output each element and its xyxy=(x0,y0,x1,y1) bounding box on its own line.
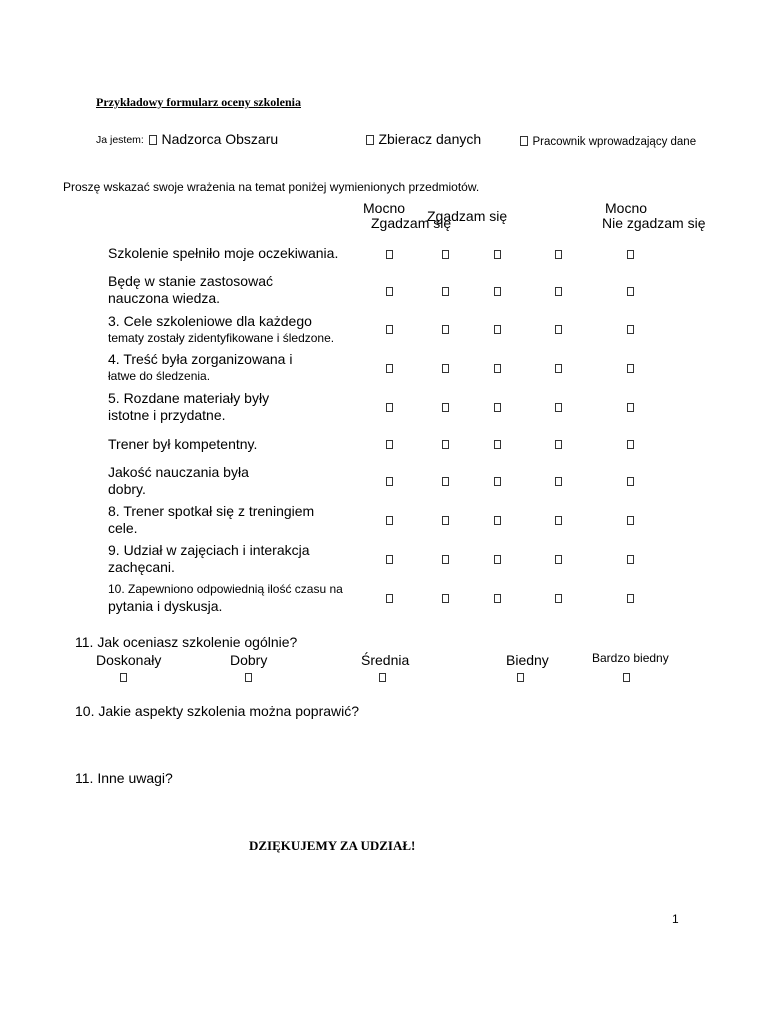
statement-1: Szkolenie spełniło moje oczekiwania. xyxy=(108,245,339,261)
overall-checkbox-average[interactable] xyxy=(379,673,386,682)
rating-checkbox[interactable] xyxy=(442,440,449,449)
page-number: 1 xyxy=(672,912,679,926)
overall-checkbox-very-poor[interactable] xyxy=(623,673,630,682)
rating-checkbox[interactable] xyxy=(386,250,393,259)
rating-checkbox[interactable] xyxy=(494,403,501,412)
role-label: Ja jestem: xyxy=(96,134,144,146)
statement-6: Trener był kompetentny. xyxy=(108,436,258,452)
rating-checkbox[interactable] xyxy=(555,516,562,525)
rating-checkbox[interactable] xyxy=(555,325,562,334)
rating-checkbox[interactable] xyxy=(386,516,393,525)
statement-9: 9. Udział w zajęciach i interakcja zachęcani. xyxy=(108,542,310,575)
statement-5: 5. Rozdane materiały były istotne i przydatne. xyxy=(108,390,270,423)
rating-checkbox[interactable] xyxy=(494,325,501,334)
improve-question: 10. Jakie aspekty szkolenia można poprawić? xyxy=(75,703,360,719)
rating-checkbox[interactable] xyxy=(494,287,501,296)
rating-checkbox[interactable] xyxy=(627,325,634,334)
rating-checkbox[interactable] xyxy=(494,477,501,486)
statement-4: 4. Treść była zorganizowana i łatwe do śledzenia. xyxy=(108,351,293,383)
rating-checkbox[interactable] xyxy=(442,477,449,486)
checkbox[interactable] xyxy=(366,135,374,145)
rating-checkbox[interactable] xyxy=(386,555,393,564)
rating-checkbox[interactable] xyxy=(386,440,393,449)
role-option-data-entry[interactable] xyxy=(520,132,696,150)
overall-checkbox-good[interactable] xyxy=(245,673,252,682)
other-question: 11. Inne uwagi? xyxy=(75,770,173,786)
statement-7: Jakość nauczania była dobry. xyxy=(108,464,249,497)
rating-checkbox[interactable] xyxy=(627,403,634,412)
role-option-label: Pracownik wprowadzający dane xyxy=(532,136,697,148)
rating-checkbox[interactable] xyxy=(627,477,634,486)
rating-checkbox[interactable] xyxy=(555,250,562,259)
rating-checkbox[interactable] xyxy=(555,364,562,373)
rating-checkbox[interactable] xyxy=(442,364,449,373)
rating-checkbox[interactable] xyxy=(442,594,449,603)
rating-checkbox[interactable] xyxy=(627,594,634,603)
rating-checkbox[interactable] xyxy=(555,287,562,296)
header-strongly-agree-2: Zgadzam się xyxy=(371,215,452,231)
rating-checkbox[interactable] xyxy=(555,403,562,412)
rating-checkbox[interactable] xyxy=(627,516,634,525)
rating-checkbox[interactable] xyxy=(386,287,393,296)
role-option-label: Zbieracz danych xyxy=(378,131,482,147)
rating-checkbox[interactable] xyxy=(442,250,449,259)
role-option-area-supervisor[interactable] xyxy=(149,131,278,149)
rating-checkbox[interactable] xyxy=(494,364,501,373)
rating-checkbox[interactable] xyxy=(442,403,449,412)
checkbox[interactable] xyxy=(149,135,157,145)
statement-10: 10. Zapewniono odpowiednią ilość czasu na pytania i dyskusja. xyxy=(108,582,343,614)
overall-checkbox-excellent[interactable] xyxy=(120,673,127,682)
rating-checkbox[interactable] xyxy=(494,440,501,449)
rating-checkbox[interactable] xyxy=(555,477,562,486)
header-strongly-disagree-1: Mocno xyxy=(605,200,648,216)
rating-checkbox[interactable] xyxy=(386,403,393,412)
rating-checkbox[interactable] xyxy=(442,287,449,296)
rating-checkbox[interactable] xyxy=(442,325,449,334)
overall-option-label: Doskonały xyxy=(96,652,162,668)
overall-option-label: Bardzo biedny xyxy=(592,651,669,665)
rating-checkbox[interactable] xyxy=(494,516,501,525)
overall-option-label: Biedny xyxy=(506,652,549,668)
form-title: Przykładowy formularz oceny szkolenia xyxy=(96,95,301,109)
overall-option-label: Dobry xyxy=(230,652,268,668)
role-option-label: Nadzorca Obszaru xyxy=(161,131,279,147)
header-agree: Zgadzam się xyxy=(427,208,508,224)
role-option-data-collector[interactable] xyxy=(366,131,481,149)
instruction-text: Proszę wskazać swoje wrażenia na temat poniżej wymienionych przedmiotów. xyxy=(63,180,480,194)
rating-checkbox[interactable] xyxy=(494,555,501,564)
thank-you-text: DZIĘKUJEMY ZA UDZIAŁ! xyxy=(249,838,416,853)
rating-checkbox[interactable] xyxy=(386,364,393,373)
header-strongly-disagree-2: Nie zgadzam się xyxy=(602,215,706,231)
rating-checkbox[interactable] xyxy=(555,440,562,449)
rating-checkbox[interactable] xyxy=(555,555,562,564)
rating-checkbox[interactable] xyxy=(442,555,449,564)
rating-checkbox[interactable] xyxy=(494,594,501,603)
rating-checkbox[interactable] xyxy=(386,325,393,334)
checkbox[interactable] xyxy=(520,136,528,146)
header-strongly-agree-1: Mocno xyxy=(363,200,406,216)
rating-checkbox[interactable] xyxy=(386,477,393,486)
rating-checkbox[interactable] xyxy=(627,364,634,373)
rating-checkbox[interactable] xyxy=(386,594,393,603)
rating-checkbox[interactable] xyxy=(627,287,634,296)
overall-option-label: Średnia xyxy=(361,652,410,668)
statement-2: Będę w stanie zastosować nauczona wiedza. xyxy=(108,273,273,306)
rating-checkbox[interactable] xyxy=(494,250,501,259)
rating-checkbox[interactable] xyxy=(555,594,562,603)
rating-checkbox[interactable] xyxy=(627,555,634,564)
overall-question: 11. Jak oceniasz szkolenie ogólnie? xyxy=(75,634,298,650)
rating-checkbox[interactable] xyxy=(627,250,634,259)
statement-3: 3. Cele szkoleniowe dla każdego tematy zostały zidentyfikowane i śledzone. xyxy=(108,313,335,345)
rating-checkbox[interactable] xyxy=(442,516,449,525)
statement-8: 8. Trener spotkał się z treningiem cele. xyxy=(108,503,315,536)
overall-checkbox-poor[interactable] xyxy=(517,673,524,682)
rating-checkbox[interactable] xyxy=(627,440,634,449)
